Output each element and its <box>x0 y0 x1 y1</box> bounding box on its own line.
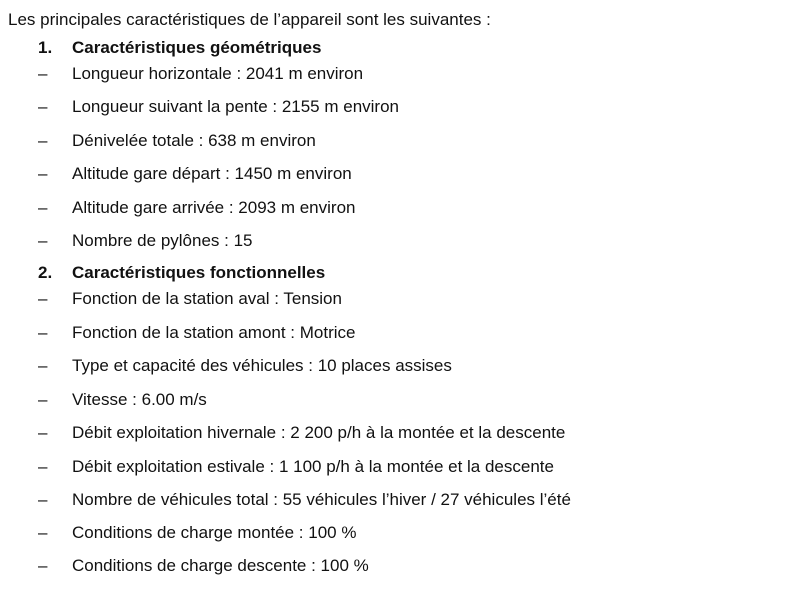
list-item <box>38 163 352 185</box>
list-item-text: Altitude gare départ : 1450 m environ <box>72 164 352 183</box>
list-item <box>38 288 342 310</box>
list-item <box>38 422 565 444</box>
list-item-text: Conditions de charge montée : 100 % <box>72 523 357 542</box>
list-item-text: Fonction de la station aval : Tension <box>72 289 342 308</box>
list-item-text: Conditions de charge descente : 100 % <box>72 556 369 575</box>
bullet-dash: – <box>38 523 48 542</box>
list-item <box>38 355 452 377</box>
list-item <box>38 456 554 478</box>
bullet-dash: – <box>38 356 48 375</box>
bullet-dash: – <box>38 323 48 342</box>
list-item <box>38 197 356 219</box>
bullet-dash: – <box>38 97 48 116</box>
list-item <box>38 96 399 118</box>
section-number: 2. <box>38 263 53 282</box>
list-item-text: Longueur horizontale : 2041 m environ <box>72 64 364 83</box>
list-item <box>38 389 207 411</box>
bullet-dash: – <box>38 131 48 150</box>
intro-text: Les principales caractéristiques de l’appareil sont les suivantes : <box>8 10 491 29</box>
bullet-dash: – <box>38 231 48 250</box>
bullet-dash: – <box>38 457 48 476</box>
bullet-dash: – <box>38 164 48 183</box>
list-item-text: Débit exploitation hivernale : 2 200 p/h à la montée et la descente <box>72 423 566 442</box>
list-item-text: Nombre de véhicules total : 55 véhicules l’hiver / 27 véhicules l’été <box>72 490 571 509</box>
list-item-text: Type et capacité des véhicules : 10 places assises <box>72 356 452 375</box>
list-item-text: Vitesse : 6.00 m/s <box>72 390 207 409</box>
bullet-dash: – <box>38 64 48 83</box>
bullet-dash: – <box>38 423 48 442</box>
bullet-dash: – <box>38 289 48 308</box>
list-item-text: Altitude gare arrivée : 2093 m environ <box>72 198 356 217</box>
list-item <box>38 130 316 152</box>
list-item-text: Débit exploitation estivale : 1 100 p/h à la montée et la descente <box>72 457 554 476</box>
list-item <box>38 322 355 344</box>
section-number: 1. <box>38 38 53 57</box>
list-item <box>38 230 253 252</box>
list-item-text: Longueur suivant la pente : 2155 m environ <box>72 97 400 116</box>
list-item-text: Fonction de la station amont : Motrice <box>72 323 356 342</box>
list-item <box>38 489 571 511</box>
section-title: Caractéristiques géométriques <box>72 38 322 57</box>
section-title: Caractéristiques fonctionnelles <box>72 263 326 282</box>
section-heading-geometric <box>38 37 321 59</box>
list-item <box>38 63 363 85</box>
bullet-dash: – <box>38 198 48 217</box>
list-item-text: Nombre de pylônes : 15 <box>72 231 253 250</box>
bullet-dash: – <box>38 490 48 509</box>
list-item <box>38 555 369 577</box>
section-heading-functional <box>38 262 325 284</box>
bullet-dash: – <box>38 556 48 575</box>
bullet-dash: – <box>38 390 48 409</box>
list-item <box>38 522 356 544</box>
list-item-text: Dénivelée totale : 638 m environ <box>72 131 316 150</box>
